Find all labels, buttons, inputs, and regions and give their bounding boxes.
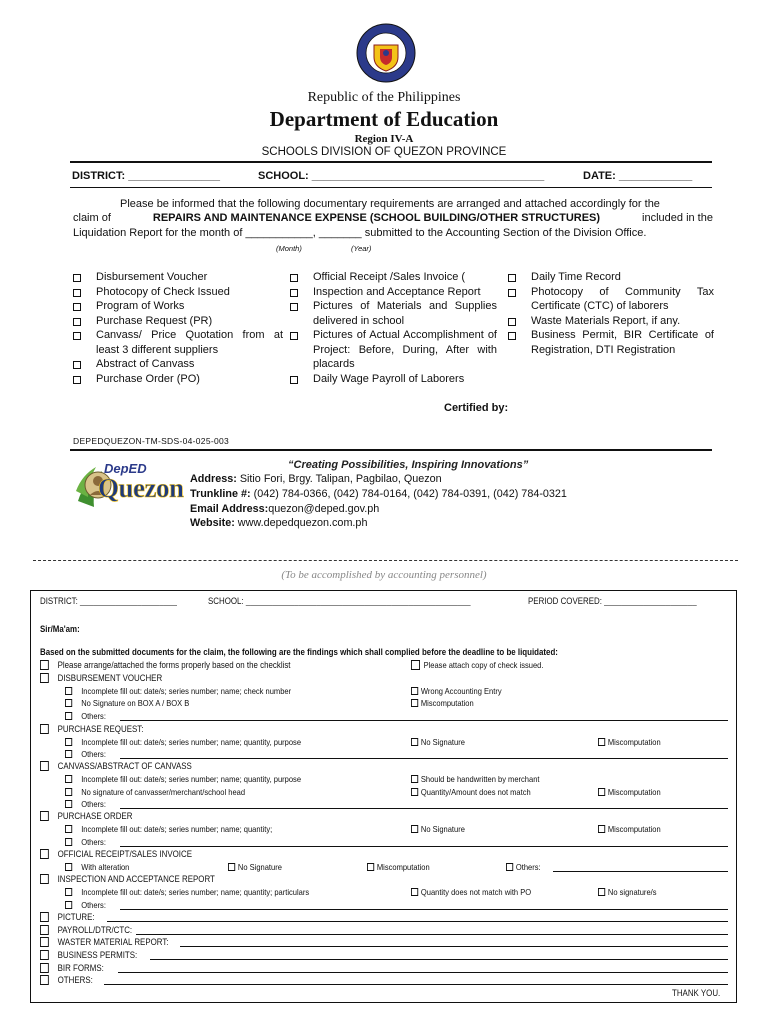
canvass-incomplete[interactable]: Incomplete fill out: date/s; series number; name; quantity, purpose — [65, 773, 301, 785]
waster-line[interactable] — [180, 946, 728, 947]
canvass-others-line[interactable] — [120, 808, 728, 809]
footer-email — [190, 503, 379, 515]
check-pictures-accomplishment[interactable]: Pictures of Actual Accomplishment of Project: Before, During, After with placards — [290, 328, 497, 372]
picture-line[interactable] — [107, 921, 728, 922]
checkbox[interactable] — [40, 912, 49, 922]
acct-period-field[interactable]: PERIOD COVERED: _____________________ — [528, 596, 697, 606]
or-others-line[interactable] — [553, 871, 728, 872]
check-waste-materials[interactable]: Waste Materials Report, if any. — [508, 314, 714, 329]
accounting-caption: (To be accomplished by accounting personnel) — [281, 569, 487, 581]
pr-others[interactable]: Others: — [65, 748, 106, 760]
iar-others[interactable]: Others: — [65, 899, 106, 911]
checkbox[interactable] — [65, 825, 72, 833]
checkbox[interactable] — [40, 811, 49, 821]
date-field[interactable]: DATE: ____________ — [583, 170, 693, 182]
district-field[interactable]: DISTRICT: _______________ — [72, 170, 220, 182]
republic-line: Republic of the Philippines — [307, 90, 461, 105]
checkbox[interactable] — [367, 863, 374, 871]
section-waster-material[interactable]: WASTER MATERIAL REPORT: — [40, 936, 169, 948]
canvass-others[interactable]: Others: — [65, 798, 106, 810]
checkbox[interactable] — [65, 800, 72, 808]
checkbox[interactable] — [290, 376, 298, 384]
footer-divider — [70, 449, 712, 451]
check-program-of-works[interactable]: Program of Works — [73, 299, 283, 314]
checkbox[interactable] — [411, 738, 418, 746]
checkbox[interactable] — [598, 825, 605, 833]
checkbox[interactable] — [73, 289, 81, 297]
checkbox[interactable] — [290, 303, 298, 311]
notice-line-1: Please be informed that the following documentary requirements are arranged and attached accordingly for the — [120, 198, 660, 210]
section-official-receipt[interactable]: OFFICIAL RECEIPT/SALES INVOICE — [40, 848, 192, 860]
footer-trunkline — [190, 488, 567, 500]
checkbox[interactable] — [65, 687, 72, 695]
notice-claim-suffix: included in the — [642, 212, 713, 224]
iar-others-line[interactable] — [120, 909, 728, 910]
or-no-signature[interactable]: No Signature — [228, 861, 282, 873]
check-canvass[interactable]: Canvass/ Price Quotation from at least 3 different suppliers — [73, 328, 283, 357]
section-inspection-report[interactable]: INSPECTION AND ACCEPTANCE REPORT — [40, 873, 215, 885]
salutation: Sir/Ma'am: — [40, 624, 80, 634]
checkbox[interactable] — [65, 775, 72, 783]
website-value[interactable]: www.depedquezon.com.ph — [237, 517, 368, 529]
trunkline-value: (042) 784-0366, (042) 784-0164, (042) 784-0391, (042) 784-0321 — [253, 488, 567, 500]
check-inspection-report[interactable]: Inspection and Acceptance Report — [290, 285, 497, 300]
business-line[interactable] — [150, 959, 728, 960]
footer-website — [190, 517, 367, 529]
po-no-signature[interactable]: No Signature — [411, 823, 465, 835]
year-caption: (Year) — [351, 244, 372, 253]
checkbox[interactable] — [411, 699, 418, 707]
section-purchase-order[interactable]: PURCHASE ORDER — [40, 810, 132, 822]
iar-no-signature[interactable]: No signature/s — [598, 886, 657, 898]
footer-tagline: “Creating Possibilities, Inspiring Innovations” — [288, 459, 529, 471]
checkbox[interactable] — [508, 332, 516, 340]
checkbox[interactable] — [290, 332, 298, 340]
checkbox[interactable] — [290, 289, 298, 297]
check-photocopy-check[interactable]: Photocopy of Check Issued — [73, 285, 283, 300]
notice-claim-title: REPAIRS AND MAINTENANCE EXPENSE (SCHOOL BUILDING/OTHER STRUCTURES) — [152, 212, 601, 224]
checkbox[interactable] — [65, 863, 72, 871]
checkbox[interactable] — [40, 975, 49, 985]
checkbox[interactable] — [40, 673, 49, 683]
fields-divider — [70, 187, 712, 188]
acct-district-field[interactable]: DISTRICT: ______________________ — [40, 596, 177, 606]
checkbox[interactable] — [40, 925, 49, 935]
pr-no-signature[interactable]: No Signature — [411, 736, 465, 748]
checkbox[interactable] — [411, 825, 418, 833]
logo-deped-text: DepED — [104, 461, 147, 476]
dv-wrong-entry[interactable]: Wrong Accounting Entry — [411, 685, 502, 697]
email-label: Email Address: — [190, 503, 269, 515]
checkbox[interactable] — [40, 963, 49, 973]
pr-miscomputation[interactable]: Miscomputation — [598, 736, 661, 748]
region-label: Region IV-A — [354, 133, 414, 145]
check-daily-wage-payroll[interactable]: Daily Wage Payroll of Laborers — [290, 372, 497, 387]
or-miscomputation[interactable]: Miscomputation — [367, 861, 430, 873]
iar-quantity[interactable]: Quantity does not match with PO — [411, 886, 531, 898]
month-caption: (Month) — [276, 244, 302, 253]
section-payroll[interactable]: PAYROLL/DTR/CTC: — [40, 924, 132, 936]
notice-line-3: Liquidation Report for the month of ___________, _______ submitted to the Accounting Section of the Division Office. — [73, 227, 647, 239]
checkbox[interactable] — [65, 712, 72, 720]
checkbox[interactable] — [65, 699, 72, 707]
payroll-line[interactable] — [136, 934, 728, 935]
cut-line — [33, 560, 738, 561]
school-field[interactable]: SCHOOL: ______________________________________ — [258, 170, 545, 182]
checkbox[interactable] — [508, 274, 516, 282]
bir-line[interactable] — [118, 972, 728, 973]
iar-incomplete[interactable]: Incomplete fill out: date/s; series number; name; quantity; particulars — [65, 886, 309, 898]
check-purchase-request[interactable]: Purchase Request (PR) — [73, 314, 283, 329]
canvass-quantity[interactable]: Quantity/Amount does not match — [411, 786, 531, 798]
po-others-line[interactable] — [120, 846, 728, 847]
checkbox[interactable] — [73, 274, 81, 282]
check-daily-time-record[interactable]: Daily Time Record — [508, 270, 714, 285]
canvass-miscomputation[interactable]: Miscomputation — [598, 786, 661, 798]
website-label: Website: — [190, 517, 235, 529]
checkbox[interactable] — [40, 724, 49, 734]
checkbox[interactable] — [411, 687, 418, 695]
email-value[interactable]: quezon@deped.gov.ph — [268, 503, 380, 515]
check-abstract-canvass[interactable]: Abstract of Canvass — [73, 357, 283, 372]
checkbox[interactable] — [65, 738, 72, 746]
header-divider — [70, 161, 712, 163]
checkbox[interactable] — [65, 750, 72, 758]
section-disbursement-voucher[interactable]: DISBURSEMENT VOUCHER — [40, 672, 162, 684]
thank-you: THANK YOU. — [672, 988, 721, 998]
check-purchase-order[interactable]: Purchase Order (PO) — [73, 372, 283, 387]
division-label: SCHOOLS DIVISION OF QUEZON PROVINCE — [261, 146, 507, 158]
po-miscomputation[interactable]: Miscomputation — [598, 823, 661, 835]
checkbox[interactable] — [73, 332, 81, 340]
checkbox[interactable] — [65, 901, 72, 909]
checkbox[interactable] — [411, 888, 418, 896]
footer-address — [190, 473, 442, 485]
dv-miscomputation[interactable]: Miscomputation — [411, 697, 474, 709]
certified-by-label: Certified by: — [444, 402, 509, 414]
deped-seal — [356, 23, 416, 83]
pr-incomplete[interactable]: Incomplete fill out: date/s; series number; name; quantity, purpose — [65, 736, 301, 748]
checkbox[interactable] — [40, 937, 49, 947]
dv-no-signature[interactable]: No Signature on BOX A / BOX B — [65, 697, 189, 709]
checkbox[interactable] — [290, 274, 298, 282]
finding-arrange-forms[interactable]: Please arrange/attached the forms properly based on the checklist — [40, 659, 290, 671]
po-others[interactable]: Others: — [65, 836, 106, 848]
section-others[interactable]: OTHERS: — [40, 974, 93, 986]
pr-others-line[interactable] — [120, 758, 728, 759]
checkbox[interactable] — [40, 874, 49, 884]
findings-intro: Based on the submitted documents for the claim, the following are the findings which shall complied before the deadline to be liquidated: — [40, 647, 558, 657]
notice-line-2 — [73, 212, 713, 224]
checkbox[interactable] — [65, 838, 72, 846]
dv-others[interactable]: Others: — [65, 710, 106, 722]
checkbox[interactable] — [40, 660, 49, 670]
deped-seal-icon — [356, 23, 416, 83]
checkbox[interactable] — [40, 761, 49, 771]
checkbox[interactable] — [73, 318, 81, 326]
checkbox[interactable] — [411, 660, 420, 670]
po-incomplete[interactable]: Incomplete fill out: date/s; series number; name; quantity; — [65, 823, 272, 835]
acct-school-field[interactable]: SCHOOL: ___________________________________________________ — [208, 596, 471, 606]
checkbox[interactable] — [73, 303, 81, 311]
checkbox[interactable] — [598, 888, 605, 896]
canvass-handwritten[interactable]: Should be handwritten by merchant — [411, 773, 539, 785]
checkbox[interactable] — [228, 863, 235, 871]
or-with-alteration[interactable]: With alteration — [65, 861, 129, 873]
checkbox[interactable] — [73, 361, 81, 369]
canvass-no-signature[interactable]: No signature of canvasser/merchant/school head — [65, 786, 245, 798]
checkbox[interactable] — [73, 376, 81, 384]
finding-attach-check[interactable]: Please attach copy of check issued. — [411, 659, 543, 671]
checkbox[interactable] — [411, 775, 418, 783]
checkbox[interactable] — [598, 788, 605, 796]
section-canvass[interactable]: CANVASS/ABSTRACT OF CANVASS — [40, 760, 192, 772]
checkbox[interactable] — [40, 849, 49, 859]
check-ctc[interactable]: Photocopy of Community Tax Certificate (CTC) of laborers — [508, 285, 714, 314]
others-line[interactable] — [104, 984, 728, 985]
section-bir-forms[interactable]: BIR FORMS: — [40, 962, 104, 974]
or-others[interactable]: Others: — [506, 861, 541, 873]
checkbox[interactable] — [411, 788, 418, 796]
checkbox[interactable] — [40, 950, 49, 960]
check-pictures-materials[interactable]: Pictures of Materials and Supplies delivered in school — [290, 299, 497, 328]
document-code: DEPEDQUEZON-TM-SDS-04-025-003 — [73, 436, 230, 446]
checkbox[interactable] — [598, 738, 605, 746]
trunkline-label: Trunkline #: — [190, 488, 251, 500]
logo-quezon-text: Quezon — [98, 473, 184, 503]
department-title: Department of Education — [269, 107, 499, 131]
checkbox[interactable] — [508, 289, 516, 297]
notice-claim-prefix: claim of — [73, 212, 111, 224]
dv-incomplete[interactable]: Incomplete fill out: date/s; series number; name; check number — [65, 685, 291, 697]
check-disbursement-voucher[interactable]: Disbursement Voucher — [73, 270, 283, 285]
address-value: Sitio Fori, Brgy. Talipan, Pagbilao, Quezon — [239, 473, 442, 485]
address-label: Address: — [190, 473, 237, 485]
checkbox[interactable] — [508, 318, 516, 326]
section-purchase-request[interactable]: PURCHASE REQUEST: — [40, 723, 143, 735]
check-official-receipt[interactable]: Official Receipt /Sales Invoice ( — [290, 270, 497, 285]
checkbox[interactable] — [65, 788, 72, 796]
checkbox[interactable] — [65, 888, 72, 896]
section-picture[interactable]: PICTURE: — [40, 911, 95, 923]
section-business-permits[interactable]: BUSINESS PERMITS: — [40, 949, 137, 961]
checkbox[interactable] — [506, 863, 513, 871]
dv-others-line[interactable] — [120, 720, 728, 721]
deped-quezon-logo — [74, 461, 184, 511]
check-business-permit[interactable]: Business Permit, BIR Certificate of Registration, DTI Registration — [508, 328, 714, 357]
